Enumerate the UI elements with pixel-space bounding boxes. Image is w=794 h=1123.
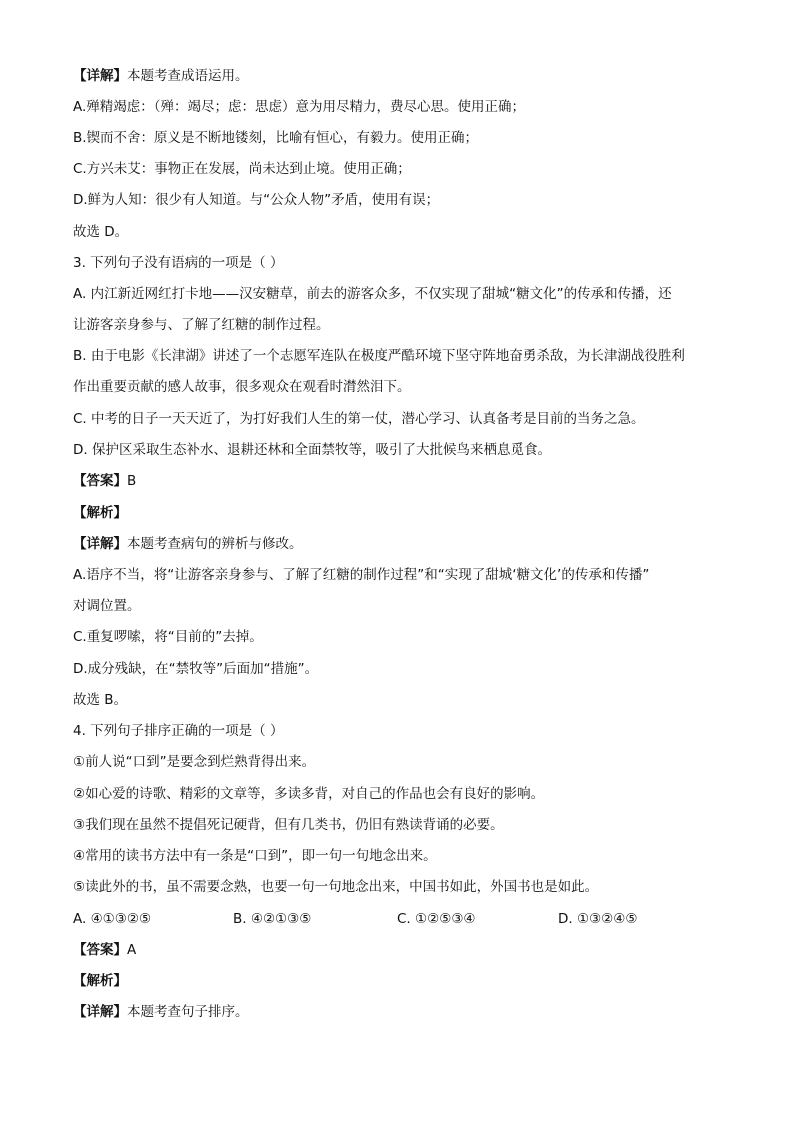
q4-choice-d: D. ①③②④⑤ [558,911,638,927]
detail-text: 本题考查句子排序。 [127,1004,249,1020]
detail-tag: 【详解】 [73,536,127,552]
q4-choices [73,909,734,929]
q4-choice-b: B. ④②①③⑤ [233,911,312,927]
q3-explain-d: D.成分残缺，在“禁牧等”后面加“措施”。 [73,661,319,677]
q3-option-b-cont: 作出重要贡献的感人故事，很多观众在观看时潸然泪下。 [73,379,411,395]
q3-answer [73,471,734,491]
q3-option-d: D. 保护区采取生态补水、退耕还林和全面禁牧等，吸引了大批候鸟来栖息觅食。 [73,442,551,458]
q4-sentence-2: ②如心爱的诗歌、精彩的文章等，多读多背，对自己的作品也会有良好的影响。 [73,786,545,802]
q4-sentence-3: ③我们现在虽然不提倡死记硬背，但有几类书，仍旧有熟读背诵的必要。 [73,817,504,833]
q3-explain-a: A.语序不当，将“让游客亲身参与、了解了红糖的制作过程”和“实现了甜城‘糖文化’的传承和传播” [73,567,650,583]
q3-conclusion: 故选 B。 [73,692,128,708]
q3-option-c: C. 中考的日子一天天近了，为打好我们人生的第一仗，潜心学习、认真备考是目前的当务之急。 [73,411,645,427]
q4-choice-a: A. ④①③②⑤ [73,911,152,927]
q2-explain-c: C.方兴未艾：事物正在发展，尚未达到止境。使用正确； [73,161,411,177]
answer-tag: 【答案】 [73,942,127,958]
q2-conclusion: 故选 D。 [73,224,129,240]
answer-tag: 【答案】 [73,473,127,489]
q2-detail-line [73,66,734,86]
q4-sentence-5: ⑤读此外的书，虽不需要念熟，也要一句一句地念出来，中国书如此，外国书也是如此。 [73,879,599,895]
q3-option-a: A. 内江新近网红打卡地——汉安糖草，前去的游客众多，不仅实现了甜城“糖文化”的传承和传播，还 [73,286,672,302]
q4-answer [73,940,734,960]
q2-explain-b: B.锲而不舍：原义是不断地镂刻，比喻有恒心，有毅力。使用正确； [73,130,479,146]
q4-analysis-tag: 【解析】 [73,973,127,989]
answer-value: B [127,473,137,489]
detail-text: 本题考查病句的辨析与修改。 [127,536,303,552]
q3-option-a-cont: 让游客亲身参与、了解了红糖的制作过程。 [73,317,330,333]
q4-sentence-4: ④常用的读书方法中有一条是“口到”，即一句一句地念出来。 [73,848,437,864]
detail-tag: 【详解】 [73,1004,127,1020]
detail-tag: 【详解】 [73,68,127,84]
q3-analysis-tag: 【解析】 [73,505,127,521]
q4-sentence-1: ①前人说“口到”是要念到烂熟背得出来。 [73,754,316,770]
answer-value: A [127,942,137,958]
detail-text: 本题考查成语运用。 [127,68,249,84]
q2-explain-d: D.鲜为人知：很少有人知道。与“公众人物”矛盾，使用有误； [73,192,440,208]
q3-explain-c: C.重复啰嗦，将“目前的”去掉。 [73,629,263,645]
q4-detail-line [73,1002,734,1022]
q3-option-b: B. 由于电影《长津湖》讲述了一个志愿军连队在极度严酷环境下坚守阵地奋勇杀敌，为长津湖战役胜利 [73,348,685,364]
q4-choice-c: C. ①②⑤③④ [397,911,476,927]
q2-explain-a: A.殚精竭虑：（殚：竭尽；虑：思虑）意为用尽精力，费尽心思。使用正确； [73,99,526,115]
q3-detail-line [73,534,734,554]
q3-stem: 3. 下列句子没有语病的一项是（ ） [73,255,284,271]
q3-explain-a-cont: 对调位置。 [73,598,141,614]
q4-stem: 4. 下列句子排序正确的一项是（ ） [73,723,284,739]
